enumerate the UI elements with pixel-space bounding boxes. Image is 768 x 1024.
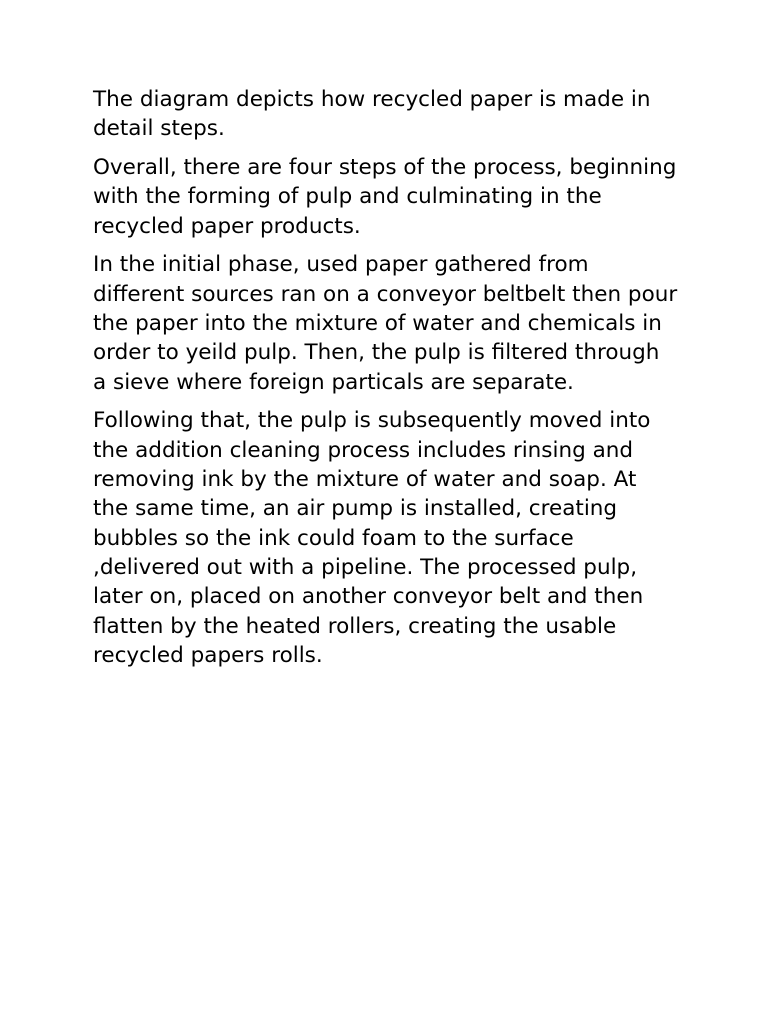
document-body — [93, 85, 678, 680]
paragraph-intro: The diagram depicts how recycled paper is made in detail steps. — [93, 87, 651, 142]
paragraph-following-phase: Following that, the pulp is subsequently moved into the addition cleaning process includes rinsing and removing ink by the mixture of water and soap. At the same time, an air pump is installed, creating bubbles so the ink could foam to the surface ,delivered out with a pipeline. The processed pulp, later on, placed on another conveyor belt and then flatten by the heated rollers, creating the usable recycled papers rolls. — [93, 408, 651, 668]
paragraph-overview: Overall, there are four steps of the process, beginning with the forming of pulp and culminating in the recycled paper products. — [93, 155, 677, 239]
paragraph-initial-phase: In the initial phase, used paper gathered from different sources ran on a conveyor beltbelt then pour the paper into the mixture of water and chemicals in order to yeild pulp. Then, the pulp is filtered through a sieve where foreign particals are separate. — [93, 252, 678, 395]
